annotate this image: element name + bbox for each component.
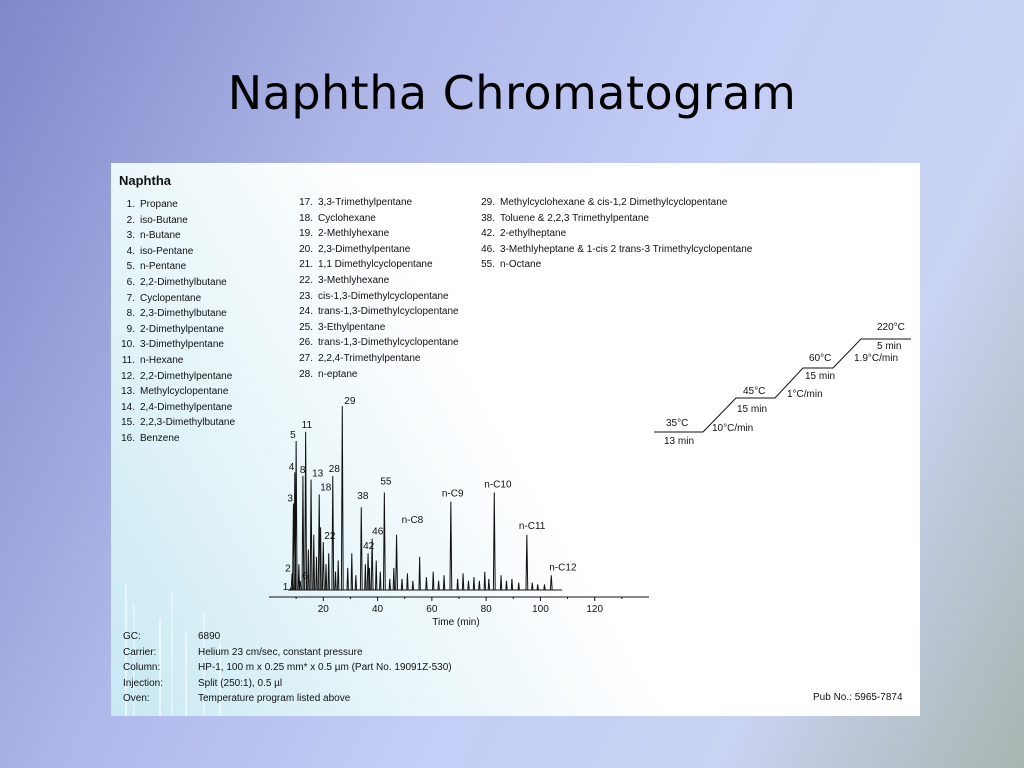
compound-name: n-Octane	[500, 259, 542, 271]
compound-name: 2,3-Dimethylbutane	[140, 308, 227, 320]
x-tick-label: 60	[426, 604, 438, 615]
peak-n-C8	[396, 535, 398, 590]
compound-item	[295, 273, 459, 289]
compound-number: 11.	[121, 354, 135, 366]
minor-peak	[488, 579, 489, 590]
minor-peak	[412, 581, 413, 590]
condition-label: Carrier:	[123, 646, 157, 658]
compound-name: 2,2,4-Trimethylpentane	[318, 352, 421, 364]
minor-peak	[462, 573, 463, 590]
compound-item	[295, 195, 459, 211]
minor-peak	[457, 579, 458, 590]
condition-value: HP-1, 100 m x 0.25 mm* x 0.5 µm (Part No. 19091Z-530)	[198, 662, 452, 674]
condition-value: Split (250:1), 0.5 µl	[198, 677, 283, 689]
compound-name: n-eptane	[318, 368, 358, 380]
compound-name: 3-Methlyhexane	[318, 274, 390, 286]
compound-name: 2,2-Dimethylpentane	[140, 370, 233, 382]
peak-label: 42	[363, 541, 375, 553]
compound-name: Methylcyclohexane & cis-1,2 Dimethylcyclopentane	[500, 197, 728, 208]
compound-name: iso-Pentane	[140, 245, 194, 257]
peak-label: n-C10	[484, 479, 512, 491]
condition-row	[123, 691, 452, 707]
compound-item	[295, 242, 459, 258]
peak-n-C9	[450, 502, 452, 590]
peak-29	[341, 406, 343, 590]
pub-number: Pub No.: 5965-7874	[813, 692, 903, 703]
minor-peak	[351, 553, 352, 590]
condition-value: 6890	[198, 631, 221, 642]
compound-number: 14.	[121, 401, 135, 413]
peak-n-C11	[526, 535, 528, 590]
peak-label: 29	[344, 396, 356, 407]
compound-number: 6.	[126, 276, 135, 288]
compound-number: 4.	[126, 245, 135, 257]
compound-number: 46.	[481, 243, 495, 255]
minor-peak	[338, 561, 339, 590]
compound-number: 15.	[121, 417, 135, 429]
peak-55	[383, 492, 385, 590]
condition-label: Column:	[123, 662, 161, 674]
compound-name: Toluene & 2,2,3 Trimethylpentane	[500, 212, 649, 224]
minor-peak	[544, 584, 545, 590]
compound-item	[117, 384, 235, 400]
minor-peak	[355, 575, 356, 590]
compound-name: 2,4-Dimethylpentane	[140, 401, 233, 413]
condition-value: Temperature program listed above	[198, 693, 351, 705]
compound-name: n-Pentane	[140, 261, 187, 273]
peak-22	[322, 542, 324, 590]
hold-step-2: 15 min	[737, 404, 768, 415]
compound-number: 12.	[121, 370, 135, 382]
compound-item	[117, 415, 235, 431]
compound-item	[117, 369, 235, 385]
x-tick-label: 20	[317, 604, 329, 615]
compound-number: 55.	[481, 259, 495, 271]
compound-number: 5.	[126, 261, 135, 273]
compound-item	[117, 322, 235, 338]
hold-step-4: 5 min	[877, 341, 902, 352]
compound-number: 13.	[121, 386, 135, 398]
peak-18	[318, 494, 320, 590]
compound-name: 3-Dimethylpentane	[140, 339, 224, 351]
minor-peak	[506, 581, 507, 590]
gc-conditions	[123, 629, 452, 707]
compound-name: 2-Dimethylpentane	[140, 323, 224, 335]
compound-name: 3-Methlyheptane & 1-cis 2 trans-3 Trimethylcyclopentane	[500, 243, 753, 255]
compound-name: 3-Ethylpentane	[318, 321, 386, 333]
peak-6	[299, 581, 301, 590]
minor-peak	[518, 583, 519, 590]
compound-name: 2,2-Dimethylbutane	[140, 276, 227, 288]
compound-item	[295, 289, 459, 305]
minor-peak	[335, 572, 336, 590]
minor-peak	[308, 550, 309, 590]
compound-item	[117, 291, 235, 307]
rate-2: 1°C/min	[787, 389, 823, 400]
condition-row	[123, 629, 452, 645]
compound-number: 1.	[126, 199, 135, 210]
compound-name: cis-1,3-Dimethylcyclopentane	[318, 290, 449, 302]
x-ticks	[296, 597, 622, 615]
minor-peak	[438, 581, 439, 590]
minor-peak	[419, 557, 420, 590]
figure-panel	[111, 163, 920, 716]
minor-peak	[532, 583, 533, 590]
compound-number: 21.	[299, 259, 313, 271]
compound-number: 7.	[126, 292, 135, 304]
minor-peak	[376, 561, 377, 590]
compound-item	[295, 367, 459, 383]
peak-label: 1	[282, 582, 289, 594]
temp-step-4: 220°C	[877, 322, 905, 333]
peak-label: 11	[301, 419, 313, 431]
compound-item	[117, 197, 235, 213]
compound-name: Propane	[140, 199, 178, 210]
compound-name: trans-1,3-Dimethylcyclopentane	[318, 337, 459, 349]
condition-label: GC:	[123, 631, 141, 642]
condition-label: Injection:	[123, 677, 164, 689]
compound-list-1	[117, 197, 235, 447]
minor-peak	[443, 575, 444, 590]
peak-label: 22	[324, 531, 336, 543]
peak-label: n-C11	[518, 520, 546, 532]
peak-label: 3	[287, 493, 293, 505]
rate-3: 1.9°C/min	[854, 353, 899, 364]
compound-number: 38.	[481, 212, 495, 224]
peak-n-C12	[550, 575, 552, 590]
condition-value: Helium 23 cm/sec, constant pressure	[198, 646, 363, 658]
compound-name: 3,3-Trimethylpentane	[318, 197, 413, 208]
compound-number: 29.	[481, 197, 495, 208]
minor-peak	[511, 579, 512, 590]
minor-peak	[389, 579, 390, 590]
hold-step-1: 13 min	[664, 436, 695, 447]
compound-number: 28.	[299, 368, 313, 380]
compound-item	[117, 400, 235, 416]
peak-label: n-C8	[401, 514, 424, 526]
compound-item	[117, 228, 235, 244]
peak-label: 8	[299, 464, 306, 476]
peak-5	[295, 441, 297, 590]
x-tick-label: 100	[532, 604, 549, 615]
peak-label: 5	[290, 429, 296, 441]
compound-item	[117, 244, 235, 260]
minor-peak	[328, 553, 329, 590]
peak-label: 28	[328, 463, 340, 475]
peak-labels	[283, 396, 577, 593]
peak-n-C10	[493, 492, 495, 590]
compound-number: 2.	[126, 214, 135, 226]
compound-item	[117, 213, 235, 229]
compound-name: n-Butane	[140, 230, 181, 242]
compound-number: 8.	[126, 308, 135, 320]
compound-number: 19.	[299, 228, 313, 240]
compound-name: Cyclohexane	[318, 212, 376, 224]
peak-11	[305, 432, 307, 590]
minor-peak	[325, 564, 326, 590]
compound-item	[477, 257, 752, 273]
x-axis-label: Time (min)	[432, 617, 480, 628]
condition-label: Oven:	[123, 693, 150, 705]
compound-item	[117, 337, 235, 353]
peak-label: 18	[320, 482, 332, 494]
compound-name: Methylcyclopentane	[140, 386, 229, 398]
compound-item	[477, 211, 752, 227]
peak-13	[310, 480, 312, 590]
compound-item	[477, 195, 752, 211]
compound-name: 2,2,3-Dimethylbutane	[140, 417, 236, 429]
peak-label: 38	[357, 491, 369, 503]
condition-row	[123, 645, 452, 661]
minor-peak	[316, 557, 317, 590]
compound-number: 26.	[299, 337, 313, 349]
compound-number: 9.	[126, 323, 135, 335]
temp-step-3: 60°C	[809, 353, 832, 364]
temp-step-1: 35°C	[666, 418, 689, 429]
temp-step-2: 45°C	[743, 386, 766, 397]
peak-label: 13	[312, 468, 324, 480]
compound-number: 16.	[121, 432, 135, 444]
compound-item	[477, 226, 752, 242]
compound-item	[295, 304, 459, 320]
x-tick-label: 40	[372, 604, 384, 615]
compound-number: 27.	[299, 352, 313, 364]
rate-1: 10°C/min	[712, 423, 754, 434]
compound-name: trans-1,3-Dimethylcyclopentane	[318, 306, 459, 318]
compound-name: 2,3-Dimethylpentane	[318, 243, 411, 255]
minor-peak	[365, 564, 366, 590]
compound-number: 24.	[299, 306, 313, 318]
slide-title: Naphtha Chromatogram	[227, 66, 797, 120]
minor-peak	[468, 581, 469, 590]
compound-number: 22.	[299, 274, 313, 286]
compound-name: iso-Butane	[140, 214, 188, 226]
peak-label: n-C9	[441, 488, 464, 500]
compound-number: 42.	[481, 228, 495, 240]
minor-peak	[313, 535, 314, 590]
peak-38	[360, 507, 362, 590]
compound-name: n-Hexane	[140, 354, 184, 366]
compound-name: Cyclopentane	[140, 292, 202, 304]
minor-peak	[473, 577, 474, 590]
temperature-program	[654, 322, 911, 447]
peak-label: 4	[288, 462, 295, 474]
compound-item	[477, 242, 752, 258]
peak-label: 55	[380, 476, 392, 488]
minor-peak	[426, 577, 427, 590]
peak-label: 6	[302, 570, 308, 582]
peak-label: n-C12	[549, 562, 577, 574]
compound-name: 2-ethylheptane	[500, 228, 567, 240]
compound-item	[295, 226, 459, 242]
minor-peak	[380, 572, 381, 590]
compound-item	[295, 211, 459, 227]
minor-peak	[484, 572, 485, 590]
x-tick-label: 80	[480, 604, 492, 615]
compound-number: 23.	[299, 290, 313, 302]
minor-peak	[393, 568, 394, 590]
compound-item	[117, 259, 235, 275]
condition-row	[123, 660, 452, 676]
compound-item	[117, 275, 235, 291]
compound-name: 1,1 Dimethylcyclopentane	[318, 259, 433, 271]
compound-item	[117, 431, 235, 447]
compound-number: 17.	[299, 197, 313, 208]
peak-label: 2	[285, 563, 291, 575]
compound-number: 10.	[121, 339, 135, 351]
compound-item	[295, 257, 459, 273]
compound-item	[295, 335, 459, 351]
minor-peak	[500, 575, 501, 590]
minor-peak	[407, 573, 408, 590]
peaks	[288, 406, 562, 590]
condition-row	[123, 676, 452, 692]
compound-item	[295, 320, 459, 336]
compound-number: 3.	[126, 230, 135, 242]
peak-label: 46	[372, 526, 384, 538]
compound-item	[295, 351, 459, 367]
compound-number: 20.	[299, 243, 313, 255]
compound-item	[117, 353, 235, 369]
minor-peak	[433, 572, 434, 590]
peak-42	[367, 553, 369, 590]
hold-step-3: 15 min	[805, 371, 836, 382]
x-tick-label: 120	[586, 604, 604, 615]
compound-list-3	[477, 195, 752, 273]
minor-peak	[479, 581, 480, 590]
minor-peak	[347, 568, 348, 590]
compound-name: 2-Methlyhexane	[318, 228, 390, 240]
compound-list-2	[295, 195, 459, 382]
minor-peak	[401, 579, 402, 590]
figure-heading: Naphtha	[119, 173, 171, 188]
minor-peak	[537, 584, 538, 590]
compound-number: 18.	[299, 212, 313, 224]
compound-number: 25.	[299, 321, 313, 333]
chromatogram-chart	[269, 396, 649, 628]
compound-item	[117, 306, 235, 322]
compound-name: Benzene	[140, 432, 180, 444]
